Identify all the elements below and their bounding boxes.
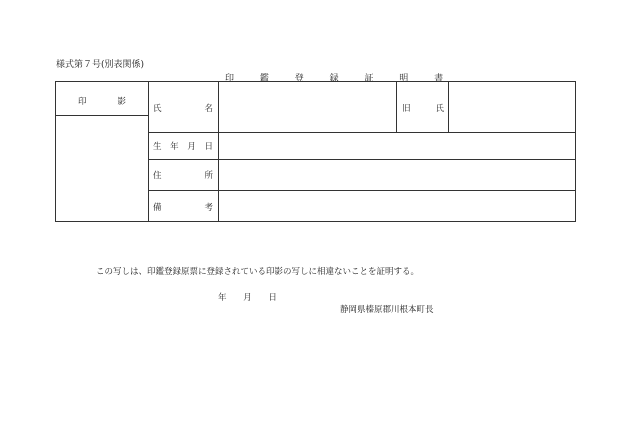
table-divider <box>448 82 449 132</box>
name-field <box>220 84 394 128</box>
address-label: 住 所 <box>153 171 213 181</box>
form-number-label: 様式第７号(別表関係) <box>56 60 145 70</box>
issuing-authority: 静岡県榛原郡川根本町長 <box>340 305 434 315</box>
seal-impression-area <box>56 115 146 220</box>
seal-impression-label: 印 影 <box>78 97 126 107</box>
birthdate-field <box>220 134 572 156</box>
address-field <box>220 161 572 187</box>
table-divider <box>148 159 575 160</box>
table-divider <box>148 132 575 133</box>
remarks-field <box>220 192 572 219</box>
issue-date: 年 月 日 <box>218 293 277 303</box>
document-title: 印 鑑 登 録 証 明 書 <box>225 74 455 84</box>
table-divider <box>218 82 219 221</box>
birthdate-label: 生 年 月 日 <box>153 142 213 152</box>
former-name-label: 旧 氏 <box>402 104 444 114</box>
table-divider <box>396 82 397 132</box>
table-divider <box>148 190 575 191</box>
former-name-field <box>451 84 573 128</box>
table-divider <box>148 82 149 221</box>
certification-statement: この写しは、印鑑登録原票に登録されている印影の写しに相違ないことを証明する。 <box>96 267 420 277</box>
name-label: 氏 名 <box>153 104 213 114</box>
remarks-label: 備 考 <box>153 203 213 213</box>
